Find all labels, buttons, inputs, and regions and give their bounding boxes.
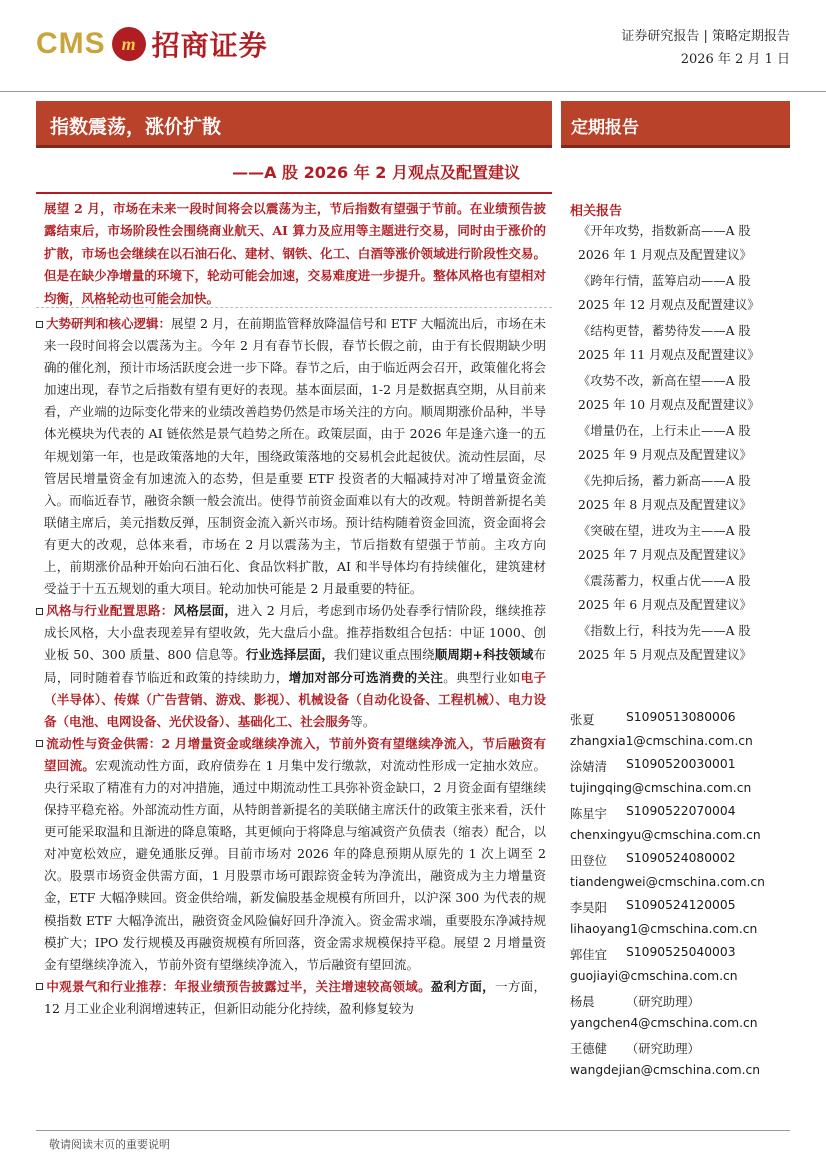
header-divider [0, 91, 826, 92]
analyst-list [570, 708, 785, 1084]
section-heading: 中观景气和行业推荐：年报业绩预告披露过半，关注增速较高领域。 [46, 978, 431, 994]
related-reports-title: 相关报告 [570, 204, 623, 219]
summary-paragraph: 展望 2 月，市场在未来一段时间将会以震荡为主，节后指数有望强于节前。在业绩预告披露结束后，市场阶段性会围绕商业航天、AI 算力及应用等主题进行交易，同时由于涨价的扩散，市场也会继续在以石油石化、建材、钢铁、化工、白酒等涨价领域进行阶段性交易。但是在缺少净增量的环境下，轮动可能会加速，交易难度进一步提升。整体风格也有望相对均衡，风格轮动也可能会加快。 [44, 201, 546, 306]
analyst-certificate: S1090520030001 [626, 757, 736, 771]
analyst-role: （研究助理） [626, 1042, 700, 1056]
analyst-certificate: S1090513080006 [626, 710, 736, 724]
related-report-link[interactable]: 《震荡蓄力，权重占优——A 股 2025 年 6 月观点及配置建议》 [578, 574, 752, 612]
section-text: 我们建议重点围绕 [334, 647, 435, 663]
analyst-entry [570, 943, 785, 990]
related-reports-list [578, 219, 778, 669]
section-text: 。典型行业如 [443, 669, 521, 685]
analyst-email[interactable]: wangdejian@cmschina.com.cn [570, 1063, 761, 1077]
summary-divider [36, 307, 552, 308]
analyst-entry [570, 990, 785, 1037]
analyst-certificate: S1090525040003 [626, 945, 736, 959]
analyst-email[interactable]: chenxingyu@cmschina.com.cn [570, 828, 761, 842]
side-banner [561, 101, 790, 148]
bold-phrase: 增加对部分可选消费的关注 [288, 669, 444, 685]
analyst-email[interactable]: tiandengwei@cmschina.com.cn [570, 875, 765, 889]
analyst-name: 郭佳宜 [570, 948, 607, 962]
analyst-email[interactable]: zhangxia1@cmschina.com.cn [570, 734, 753, 748]
report-subtitle: ——A 股 2026 年 2 月观点及配置建议 [232, 163, 520, 182]
related-report-link[interactable]: 《开年攻势，指数新高——A 股 2026 年 1 月观点及配置建议》 [578, 224, 752, 262]
section-text: 展望 2 月，在前期监管释放降温信号和 ETF 大幅流出后，市场在未来一段时间将会以震荡为主。今年 2 月有春节长假，春节长假之前，由于有长假期缺少明确的催化剂，预计市场活跃度会进一步下降。春节之后，由于临近两会召开，政策催化将会加速出现，春节之后指数有望有更好的表现。基本面层面，1-2 月是数据真空期，从目前来看，产业端的边际变化带来的业绩改善趋势仍然是市场关注的方向。顺周期涨价品种，半导体光模块为代表的 AI 链依然是景气趋势之所在。政策层面，由于 2026 年是逢六逢一的五年规划第一年，也是政策落地的大年，围绕政策落地的交易机会此起彼伏。流动性层面，尽管居民增量资金有加速流入的态势，但是重要 ETF 投资者的大幅减持对冲了增量资金流入。而临近春节，融资余额一般会流出。使得节前资金面难以有大的改观。特朗普新提名美联储主席后，美元指数反弹，压制资金流入新兴市场。预计结构随着资金回流，资金面将会有更大的改观，总体来看，市场在 2 月以震荡为主，节后指数有望强于节前。主攻方向上，前期涨价品种开始向石油石化、食品饮料扩散，AI 和半导体均有持续催化，建筑建材受益于十五五规划的重大项目。轮动加快可能是 2 月最重要的特征。 [44, 316, 546, 597]
related-report-link[interactable]: 《跨年行情，蓝筹启动——A 股 2025 年 12 月观点及配置建议》 [578, 274, 760, 312]
analyst-certificate: S1090522070004 [626, 804, 736, 818]
analyst-entry [570, 708, 785, 755]
analyst-entry [570, 896, 785, 943]
company-logo [36, 22, 268, 66]
industry-label: 行业选择层面， [245, 647, 334, 663]
bold-phrase: 盈利方面， [430, 978, 496, 994]
analyst-role: （研究助理） [626, 995, 700, 1009]
report-date: 2026 年 2 月 1 日 [680, 52, 790, 67]
analyst-entry [570, 849, 785, 896]
related-report-link[interactable]: 《增量仍在，上行未止——A 股 2025 年 9 月观点及配置建议》 [578, 424, 752, 462]
section-text: 一方面，12 月工业企业利润增速转正，但新旧动能分化持续，盈利修复较为 [44, 978, 546, 1016]
related-report-link[interactable]: 《先抑后扬，蓄力新高——A 股 2025 年 8 月观点及配置建议》 [578, 474, 752, 512]
related-report-link[interactable]: 《结构更替，蓄势待发——A 股 2025 年 11 月观点及配置建议》 [578, 324, 760, 362]
logo-cms-text: CMS [36, 27, 106, 60]
logo-badge-icon: m [112, 27, 146, 61]
analyst-name: 涂婧清 [570, 760, 607, 774]
section-liquidity [44, 733, 546, 976]
analyst-certificate: S1090524080002 [626, 851, 736, 865]
analyst-name: 杨晨 [570, 995, 595, 1009]
section-heading: 风格与行业配置思路： [46, 603, 174, 619]
report-title: 指数震荡，涨价扩散 [50, 116, 222, 138]
footer-divider [36, 1130, 790, 1131]
section-text: 宏观流动性方面，政府债券在 1 月集中发行缴款，对流动性形成一定抽水效应。央行采取了精准有力的对冲措施，通过中期流动性工具弥补资金缺口，2 月资金面有望继续保持平稳充裕。外部流动性方面，从特朗普新提名的美联储主席沃什的政策主张来看，沃什更可能采取温和且渐进的降息策略，其更倾向于将降息与缩减资产负债表（缩表）配合，以对冲宽松效应，避免通胀反弹。目前市场对 2026 年的降息预期从原先的 1 次上调至 2 次。股票市场资金供需方面，1 月股票市场可跟踪资金转为净流出，融资成为主力增量资金，ETF 大幅净赎回。资金供给端，新发偏股基金规模有所回升，以沪深 300 为代表的规模指数 ETF 大幅净流出，融资资金风险偏好回升净流入。资金需求端，重要股东净减持规模扩大；IPO 发行规模及再融资规模有所回落，资金需求规模保持平稳。展望 2 月增量资金有望继续净流入，节前外资有望继续净流入，节后融资有望回流。 [44, 757, 546, 972]
side-title: 定期报告 [571, 118, 639, 138]
section-heading: 流动性与资金供需：2 月增量资金或继续净流入，节前外资有望继续净流入，节后融资有望回流。 [44, 735, 546, 773]
section-text: 布局，同时随着春节临近和政策的持续助力， [44, 647, 546, 685]
section-heading: 大势研判和核心逻辑： [46, 316, 172, 331]
main-body [44, 313, 546, 1020]
analyst-entry [570, 802, 785, 849]
recommended-industries: 电子（半导体）、传媒（广告营销、游戏、影视）、机械设备（自动化设备、工程机械）、电力设备（电池、电网设备、光伏设备）、基础化工、社会服务 [44, 669, 546, 729]
analyst-name: 田登位 [570, 854, 607, 868]
section-text: 进入 2 月后，考虑到市场仍处春季行情阶段，继续推荐成长风格，大小盘表现差异有望收敛，先大盘后小盘。推荐指数组合包括：中证 1000、创业板 50、300 质量、800 信息等。 [44, 603, 546, 663]
report-type: 证券研究报告 | 策略定期报告 [621, 29, 790, 44]
analyst-name: 王德健 [570, 1042, 607, 1056]
title-banner [36, 101, 552, 148]
section-market-outlook [44, 313, 546, 600]
analyst-entry [570, 1037, 785, 1084]
analyst-email[interactable]: yangchen4@cmschina.com.cn [570, 1016, 758, 1030]
related-report-link[interactable]: 《指数上行，科技为先——A 股 2025 年 5 月观点及配置建议》 [578, 624, 752, 662]
title-underline [36, 192, 552, 194]
logo-company-name: 招商证券 [151, 29, 268, 62]
analyst-entry [570, 755, 785, 802]
analyst-certificate: S1090524120005 [626, 898, 736, 912]
bold-phrase: 顺周期+科技领域 [434, 647, 534, 663]
analyst-name: 李昊阳 [570, 901, 607, 915]
section-sector-recommendation [44, 976, 546, 1020]
related-report-link[interactable]: 《攻势不改，新高在望——A 股 2025 年 10 月观点及配置建议》 [578, 374, 760, 412]
style-label: 风格层面， [173, 603, 238, 619]
section-text: 等。 [350, 713, 376, 729]
section-style-industry [44, 600, 546, 733]
footer-disclaimer: 敬请阅读末页的重要说明 [49, 1138, 170, 1151]
analyst-email[interactable]: guojiayi@cmschina.com.cn [570, 969, 738, 983]
analyst-name: 张夏 [570, 713, 595, 727]
analyst-name: 陈星宇 [570, 807, 607, 821]
related-report-link[interactable]: 《突破在望，进攻为主——A 股 2025 年 7 月观点及配置建议》 [578, 524, 752, 562]
analyst-email[interactable]: tujingqing@cmschina.com.cn [570, 781, 752, 795]
analyst-email[interactable]: lihaoyang1@cmschina.com.cn [570, 922, 758, 936]
